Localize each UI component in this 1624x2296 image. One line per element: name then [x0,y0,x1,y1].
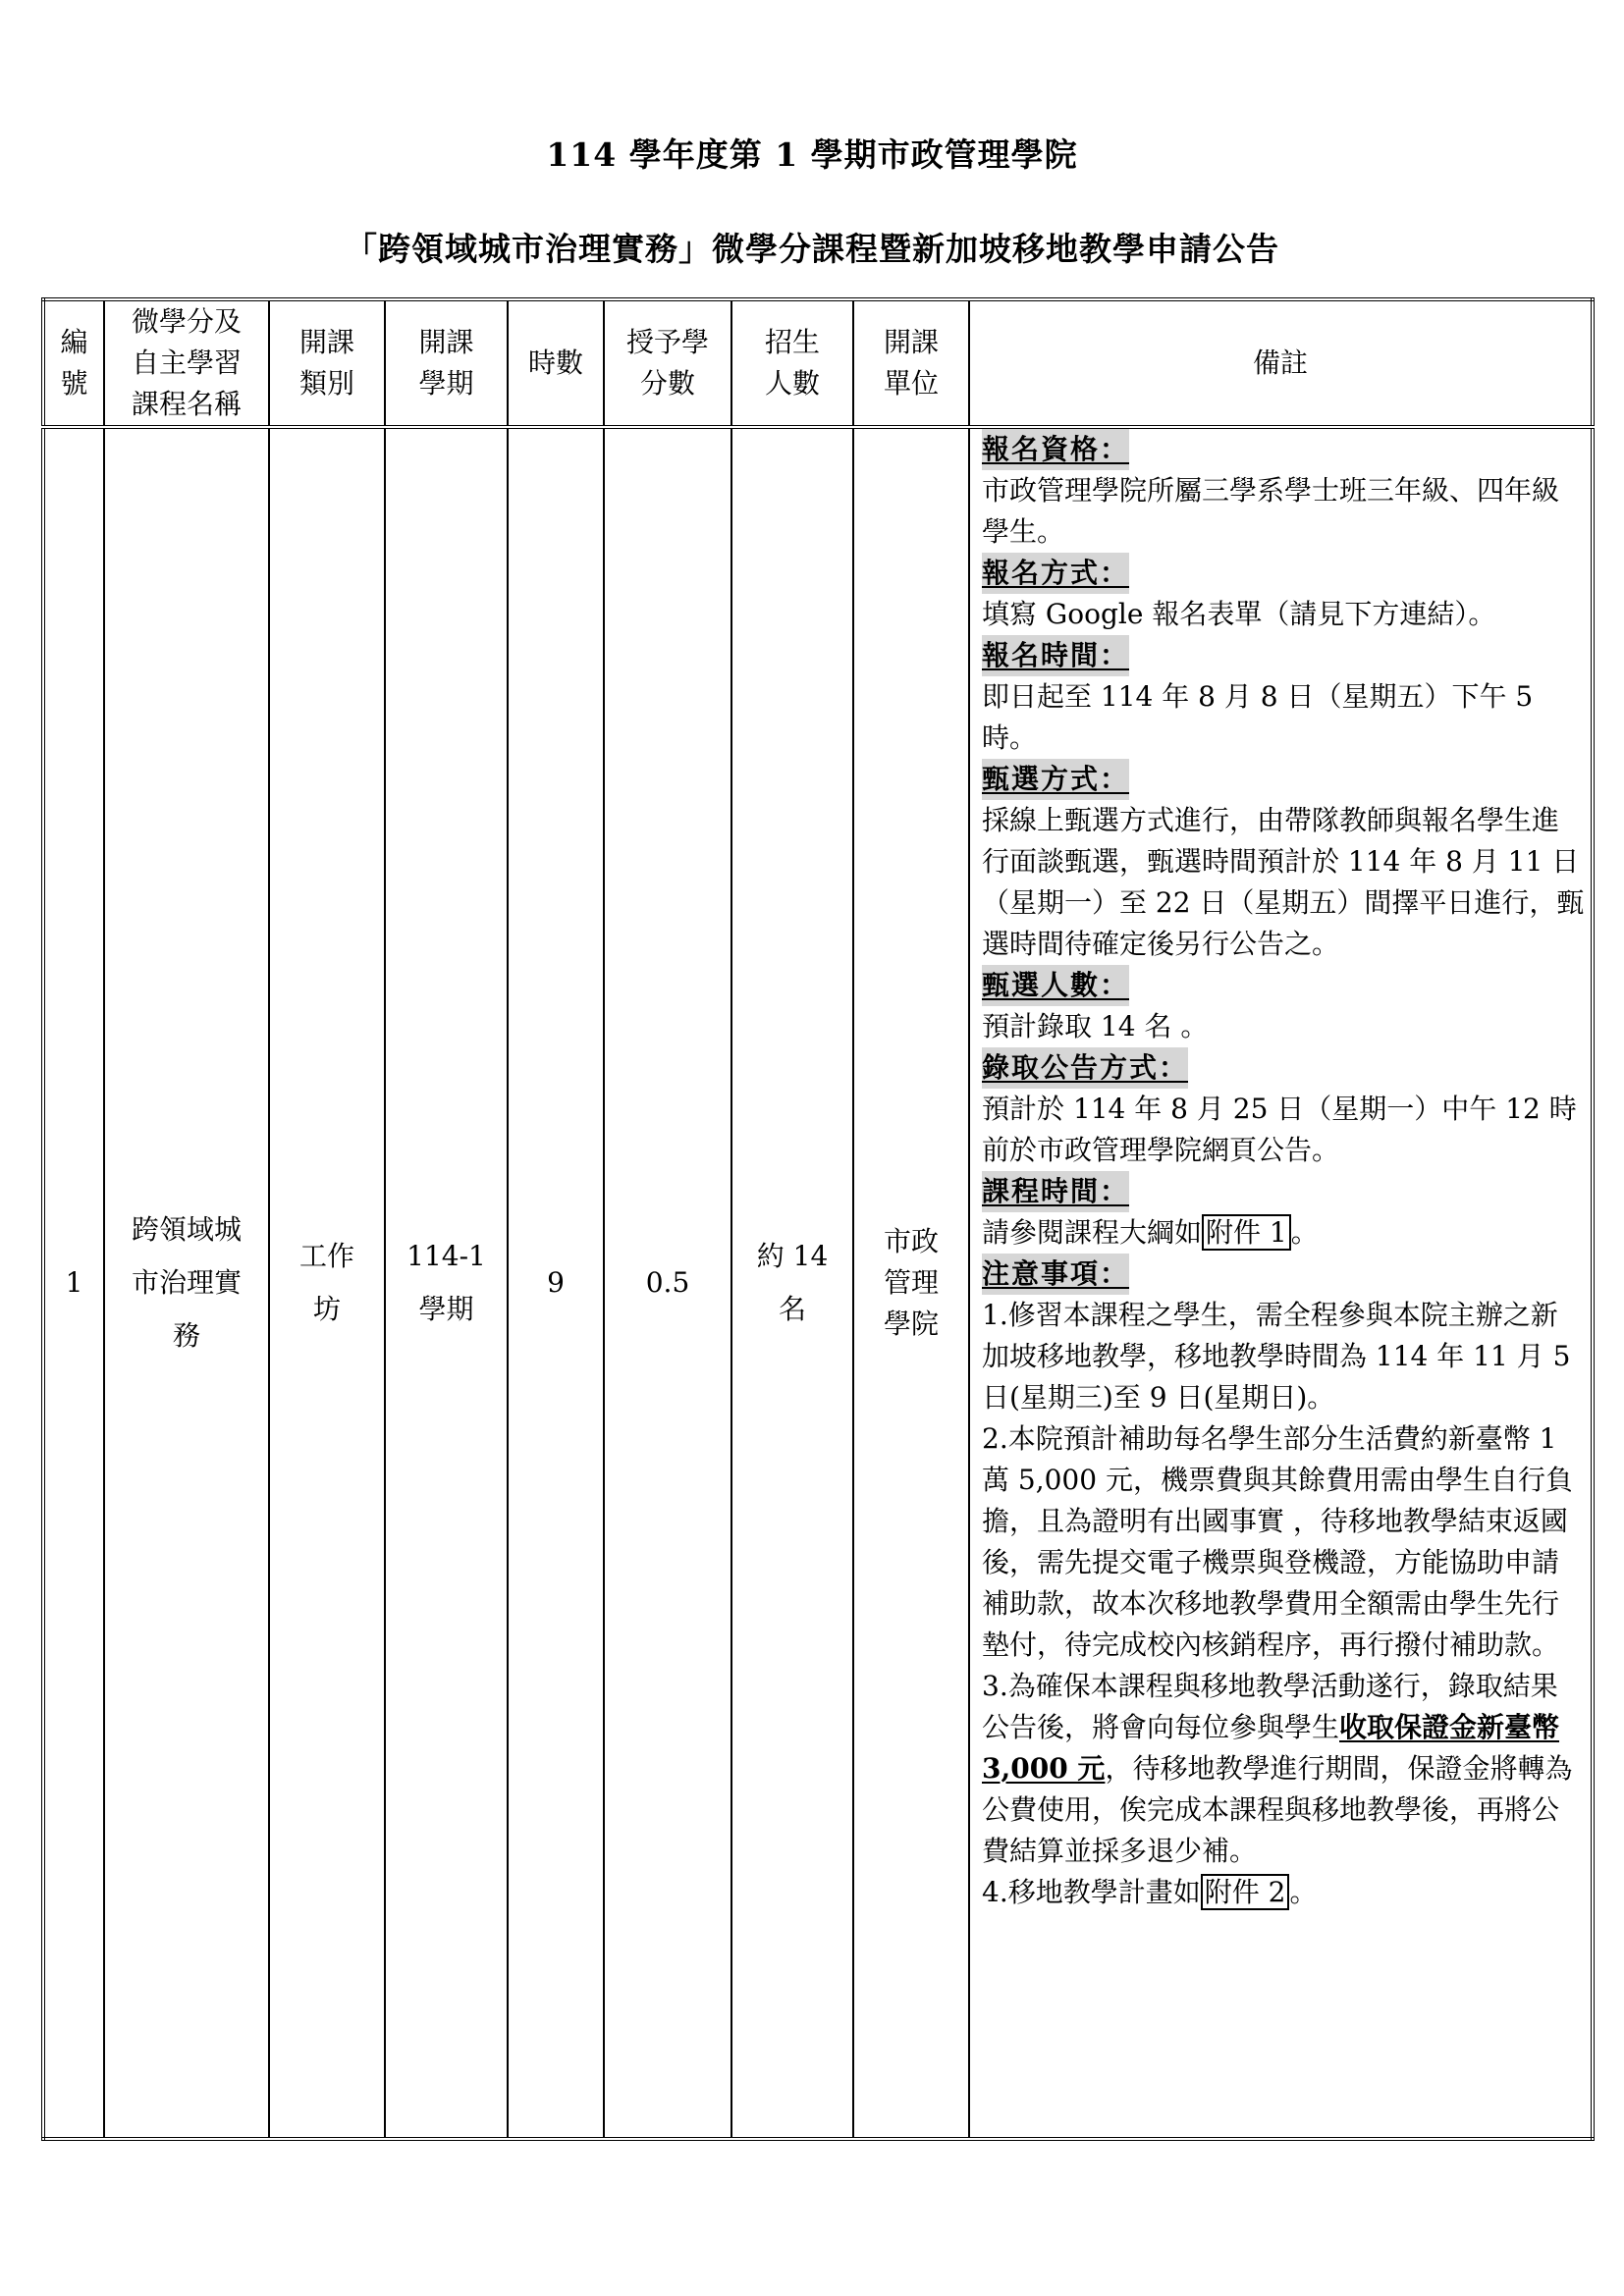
section-heading-eligibility: 報名資格： [982,429,1129,470]
cell-no: 1 [43,427,104,2139]
note-3: 3.為確保本課程與移地教學活動遂行，錄取結果公告後，將會向每位參與學生收取保證金新臺幣 3,000 元，待移地教學進行期間，保證金將轉為公費使用，俟完成本課程與移地教學後，再將公費結算並採多退少補。 [982,1670,1573,1867]
header-term: 開課 學期 [385,299,508,427]
notice-title-line2: 「跨領域城市治理實務」微學分課程暨新加坡移地教學申請公告 [345,230,1279,268]
notice-title-line1: 114 學年度第 1 學期市政管理學院 [546,135,1078,174]
header-no: 編號 [43,299,104,427]
header-credits: 授予學 分數 [604,299,731,427]
section-heading-period: 報名時間： [982,635,1129,676]
section-text-quota: 預計錄取 14 名 。 [982,1010,1209,1042]
note-4: 4.移地教學計畫如 附件 2 。 [982,1876,1318,1908]
header-remarks: 備註 [969,299,1593,427]
note-2: 2.本院預計補助每名學生部分生活費約新臺幣 1 萬 5,000 元，機票費與其餘費用需由學生自行負擔，且為證明有出國事實 ，待移地教學結束返國後，需先提交電子機票與登機證，方能協助申請補助款，故本次移地教學費用全額需由學生先行墊付，待完成校內核銷程序，再行撥付補助款。 [982,1422,1573,1661]
section-text-eligibility: 市政管理學院所屬三學系學士班三年級、四年級學生。 [982,474,1560,548]
section-heading-method: 報名方式： [982,553,1129,594]
cell-hours: 9 [508,427,604,2139]
table-header-row [43,299,1593,427]
cell-enrollment: 約 14 名 [731,427,853,2139]
header-unit: 開課 單位 [853,299,969,427]
cell-course-name: 跨領域城 市治理實 務 [104,427,269,2139]
section-heading-quota: 甄選人數： [982,965,1129,1006]
section-text-period: 即日起至 114 年 8 月 8 日（星期五）下午 5 時。 [982,680,1534,754]
section-text-method: 填寫 Google 報名表單（請見下方連結）。 [982,598,1496,630]
section-text-announce: 預計於 114 年 8 月 25 日（星期一）中午 12 時前於市政管理學院網頁公告。 [982,1093,1577,1166]
section-heading-schedule: 課程時間： [982,1171,1129,1212]
attachment-1-ref: 附件 1 [1202,1214,1291,1251]
header-course-name: 微學分及 自主學習 課程名稱 [104,299,269,427]
section-text-selection: 採線上甄選方式進行，由帶隊教師與報名學生進行面談甄選，甄選時間預計於 114 年 8 月 11 日（星期一）至 22 日（星期五）間擇平日進行，甄選時間待確定後另行公告之。 [982,804,1585,960]
course-table [41,297,1595,2141]
cell-credits: 0.5 [604,427,731,2139]
table-row [43,427,1593,2139]
cell-unit: 市政 管理 學院 [853,427,969,2139]
cell-type: 工作 坊 [269,427,385,2139]
attachment-2-ref: 附件 2 [1201,1874,1290,1910]
section-heading-selection: 甄選方式： [982,759,1129,800]
section-heading-notes: 注意事項： [982,1254,1129,1295]
header-type: 開課 類別 [269,299,385,427]
section-heading-announce: 錄取公告方式： [982,1047,1188,1089]
section-text-schedule: 請參閱課程大綱如 附件 1 。 [982,1216,1319,1249]
deposit-amount: 收取保證金新臺幣 3,000 元 [982,1711,1560,1785]
note-1: 1.修習本課程之學生，需全程參與本院主辦之新加坡移地教學，移地教學時間為 114 年 11 月 5 日(星期三)至 9 日(星期日)。 [982,1299,1571,1414]
header-hours: 時數 [508,299,604,427]
cell-remarks [969,427,1593,2139]
cell-term: 114-1 學期 [385,427,508,2139]
header-enrollment: 招生 人數 [731,299,853,427]
